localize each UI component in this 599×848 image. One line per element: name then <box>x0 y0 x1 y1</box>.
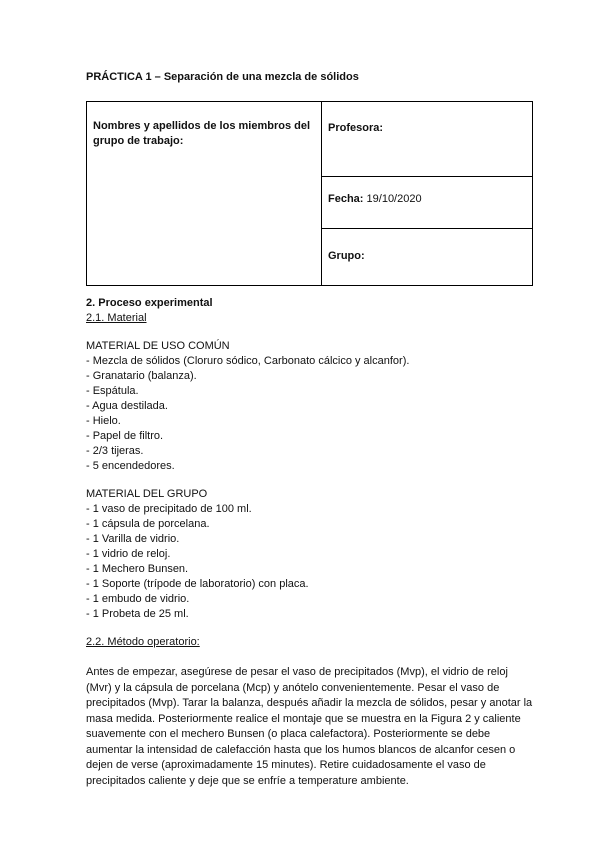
list-item: - Agua destilada. <box>86 400 168 412</box>
section-heading: 2. Proceso experimental <box>86 297 213 309</box>
fecha-value: 19/10/2020 <box>366 193 422 205</box>
grupo-cell <box>322 229 533 286</box>
list-item: - 1 Probeta de 25 ml. <box>86 608 189 620</box>
list-item: - 2/3 tijeras. <box>86 445 144 457</box>
list-item: - 1 Soporte (trípode de laboratorio) con placa. <box>86 578 309 590</box>
profesora-cell <box>322 102 533 177</box>
list-item: - Espátula. <box>86 385 139 397</box>
document-title: PRÁCTICA 1 – Separación de una mezcla de sólidos <box>86 71 359 83</box>
list-item: - Granatario (balanza). <box>86 370 197 382</box>
common-material-heading: MATERIAL DE USO COMÚN <box>86 340 230 352</box>
members-cell <box>87 102 322 286</box>
members-label: Nombres y apellidos de los miembros del grupo de trabajo: <box>93 120 311 147</box>
list-item: - 1 vaso de precipitado de 100 ml. <box>86 503 252 515</box>
group-material-heading: MATERIAL DEL GRUPO <box>86 488 208 500</box>
grupo-label: Grupo: <box>328 250 365 262</box>
group-material-list <box>86 502 536 622</box>
list-item: - 1 cápsula de porcelana. <box>86 518 210 530</box>
fecha-cell <box>322 177 533 229</box>
list-item: - Papel de filtro. <box>86 430 164 442</box>
list-item: - 1 Varilla de vidrio. <box>86 533 180 545</box>
method-paragraph: Antes de empezar, asegúrese de pesar el vaso de precipitados (Mvp), el vidrio de reloj (Mvr) y la cápsula de porcelana (Mcp) y anótelo convenientemente. Pesar el vaso de precipitados (Mvp). Tarar la balanza, después añadir la mezcla de sólidos, pesar y anotar la masa medida. Posteriormente realice el montaje que se muestra en la Figura 2 y caliente suavemente con el mechero Bunsen (o placa calefactora). Posteriormente se debe aumentar la intensidad de calefacción hasta que los humos blancos de alcanfor cesen o dejen de verse (aproximadamente 15 minutes). Retire cuidadosamente el vaso de precipitados caliente y deje que se enfríe a temperature ambiente. <box>86 666 533 787</box>
common-material-list <box>86 354 536 474</box>
list-item: - 5 encendedores. <box>86 460 175 472</box>
fecha-label: Fecha: <box>328 193 364 205</box>
list-item: - 1 Mechero Bunsen. <box>86 563 189 575</box>
profesora-label: Profesora: <box>328 122 384 134</box>
document-page <box>86 70 536 789</box>
list-item: - 1 vidrio de reloj. <box>86 548 171 560</box>
list-item: - Mezcla de sólidos (Cloruro sódico, Carbonato cálcico y alcanfor). <box>86 355 410 367</box>
list-item: - Hielo. <box>86 415 121 427</box>
subsection-method: 2.2. Método operatorio: <box>86 636 200 648</box>
subsection-material: 2.1. Material <box>86 312 147 324</box>
list-item: - 1 embudo de vidrio. <box>86 593 190 605</box>
info-table <box>86 101 533 286</box>
